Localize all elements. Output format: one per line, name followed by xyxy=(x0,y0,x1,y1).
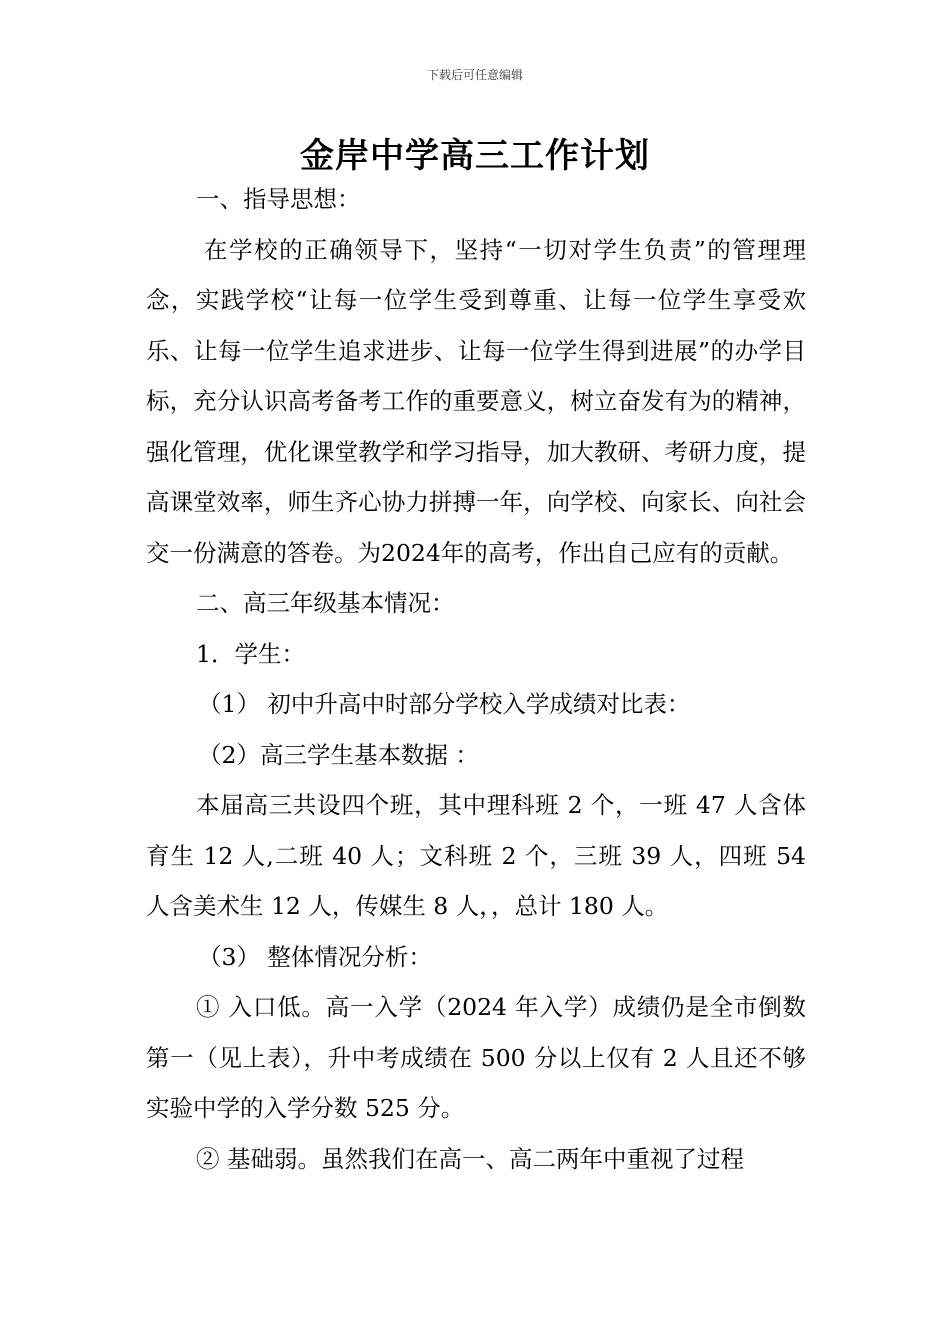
document-title: 金岸中学高三工作计划 xyxy=(300,136,650,176)
section-1-heading: 一、指导思想： xyxy=(196,185,361,213)
document-body xyxy=(146,174,806,1184)
section-2-item-1: 1．学生： xyxy=(196,639,305,668)
page-header-note: 下载后可任意编辑 xyxy=(426,68,523,82)
section-1-paragraph: 在学校的正确领导下，坚持“一切对学生负责”的管理理念，实践学校“让每一位学生受到尊重、让每一位学生享受欢乐、让每一位学生追求进步、让每一位学生得到进展”的办学目标，充分认识高考备考工作的重要意义，树立奋发有为的精神，强化管理，优化课堂教学和学习指导，加大教研、考研力度，提高课堂效率，师生齐心协力拼搏一年，向学校、向家长、向社会交一份满意的答卷。为2024年的高考，作出自己应有的贡献。 xyxy=(146,235,806,567)
section-2-sub-2: （2）高三学生基本数据 ： xyxy=(198,740,479,769)
section-2-heading: 二、高三年级基本情况： xyxy=(196,589,455,617)
analysis-point-2: ② 基础弱。虽然我们在高一、高二两年中重视了过程 xyxy=(196,1144,744,1173)
section-2-paragraph: 本届高三共设四个班，其中理科班 2 个，一班 47 人含体育生 12 人,二班 40 人；文科班 2 个，三班 39 人，四班 54 人含美术生 12 人，传媒生 8 人，，总计 180 人。 xyxy=(146,791,806,920)
section-2-sub-1: （1） 初中升高中时部分学校入学成绩对比表： xyxy=(198,690,691,718)
section-2-sub-3: （3） 整体情况分析： xyxy=(198,942,432,971)
analysis-point-1: ① 入口低。高一入学（2024 年入学）成绩仍是全市倒数第一（见上表），升中考成绩在 500 分以上仅有 2 人且还不够实验中学的入学分数 525 分。 xyxy=(146,993,806,1122)
